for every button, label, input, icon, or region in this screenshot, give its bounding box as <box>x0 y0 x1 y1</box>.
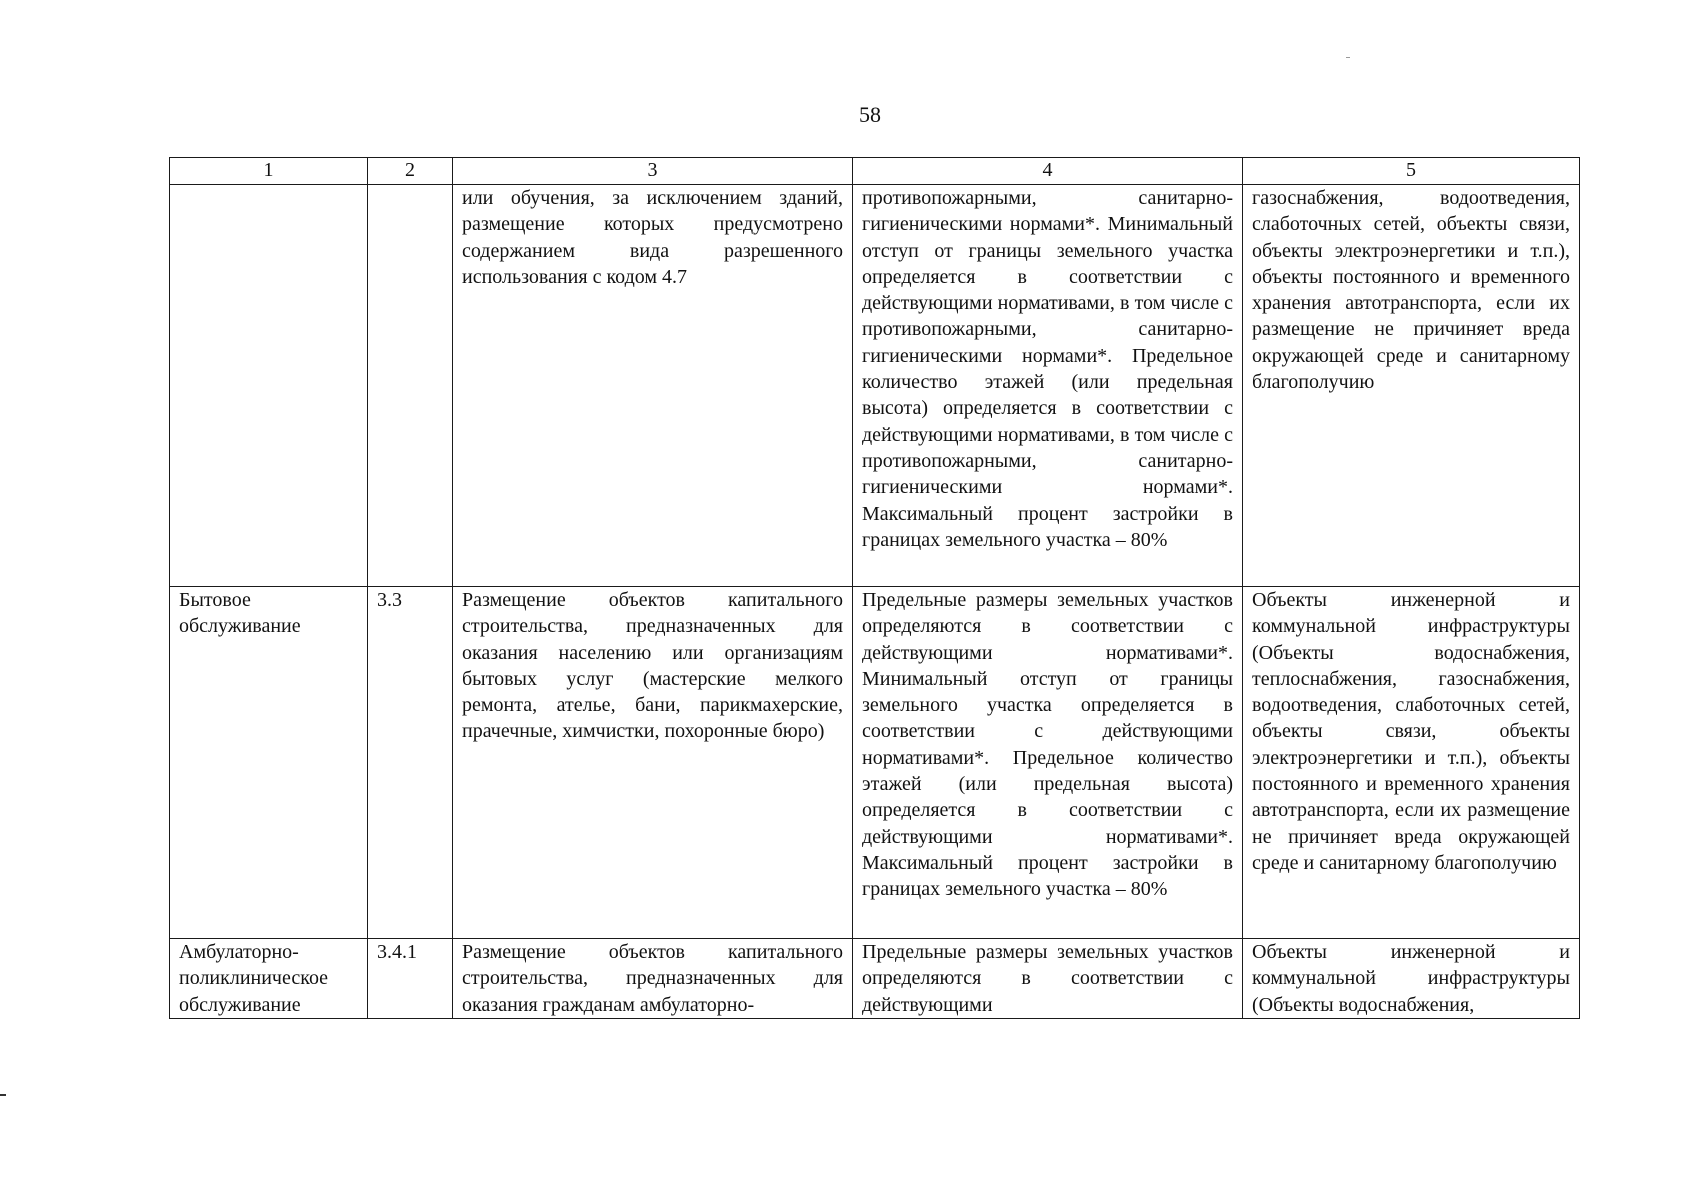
parameters-cell: противопожарными, санитарно-гигиеническими нормами*. Минимальный отступ от границы земельного участка определяется в соответствии с действующими нормативами, в том числе с противопожарными, санитарно-гигиеническими нормами*. Предельное количество этажей (или предельная высота) определяется в соответствии с действующими нормативами, в том числе с противопожарными, санитарно-гигиеническими нормами*. Максимальный процент застройки в границах земельного участка – 80% <box>853 185 1243 587</box>
page-number: 58 <box>859 102 881 127</box>
use-name-cell: Амбулаторно-поликлиническое обслуживание <box>170 939 368 1019</box>
scan-artifact <box>0 1094 6 1096</box>
column-header-1: 1 <box>170 158 368 185</box>
column-header-2: 2 <box>368 158 453 185</box>
auxiliary-uses-cell: газоснабжения, водоотведения, слаботочных сетей, объекты связи, объекты электроэнергетики и т.п.), объекты постоянного и временного хранения автотранспорта, если их размещение не причиняет вреда окружающей среде и санитарному благополучию <box>1243 185 1580 587</box>
table-row <box>170 587 1580 939</box>
use-name-cell <box>170 185 368 587</box>
column-header-5: 5 <box>1243 158 1580 185</box>
column-header-3: 3 <box>453 158 853 185</box>
parameters-cell: Предельные размеры земельных участков определяются в соответствии с действующими <box>853 939 1243 1019</box>
use-name-cell: Бытовое обслуживание <box>170 587 368 939</box>
use-code-cell: 3.3 <box>368 587 453 939</box>
parameters-cell: Предельные размеры земельных участков определяются в соответствии с действующими нормативами*. Минимальный отступ от границы земельного участка определяется в соответствии с действующими нормативами*. Предельное количество этажей (или предельная высота) определяется в соответствии с действующими нормативами*. Максимальный процент застройки в границах земельного участка – 80% <box>853 587 1243 939</box>
column-header-4: 4 <box>853 158 1243 185</box>
table-row <box>170 939 1580 1019</box>
table-row <box>170 185 1580 587</box>
use-description-cell: Размещение объектов капитального строительства, предназначенных для оказания гражданам амбулаторно- <box>453 939 853 1019</box>
scan-artifact <box>1346 57 1350 58</box>
use-code-cell: 3.4.1 <box>368 939 453 1019</box>
auxiliary-uses-cell: Объекты инженерной и коммунальной инфраструктуры (Объекты водоснабжения, <box>1243 939 1580 1019</box>
use-description-cell: или обучения, за исключением зданий, размещение которых предусмотрено содержанием вида разрешенного использования с кодом 4.7 <box>453 185 853 587</box>
use-code-cell <box>368 185 453 587</box>
land-use-table <box>169 157 1580 1019</box>
auxiliary-uses-cell: Объекты инженерной и коммунальной инфраструктуры (Объекты водоснабжения, теплоснабжения, газоснабжения, водоотведения, слаботочных сетей, объекты связи, объекты электроэнергетики и т.п.), объекты постоянного и временного хранения автотранспорта, если их размещение не причиняет вреда окружающей среде и санитарному благополучию <box>1243 587 1580 939</box>
table-header-row <box>170 158 1580 185</box>
use-description-cell: Размещение объектов капитального строительства, предназначенных для оказания населению или организациям бытовых услуг (мастерские мелкого ремонта, ателье, бани, парикмахерские, прачечные, химчистки, похоронные бюро) <box>453 587 853 939</box>
